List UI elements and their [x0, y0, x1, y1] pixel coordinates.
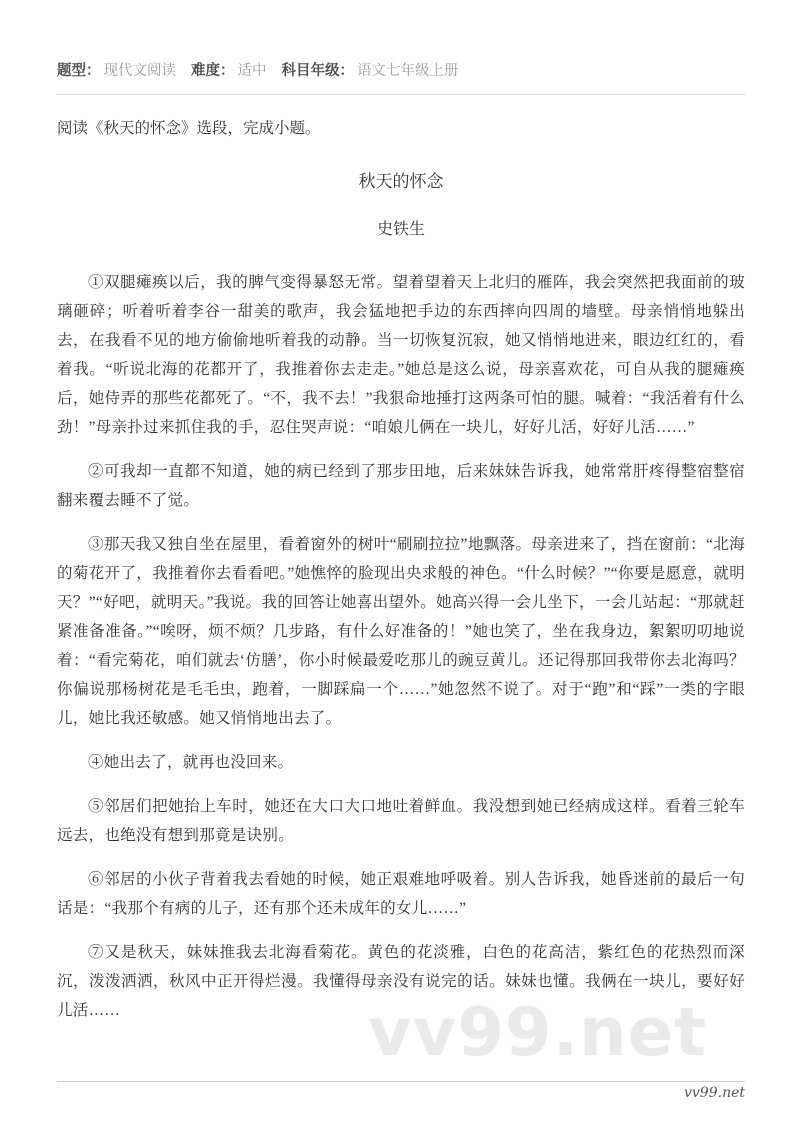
header-divider [57, 94, 745, 95]
question-meta-bar [57, 0, 745, 81]
meta-difficulty-value: 适中 [237, 63, 267, 79]
meta-subject-grade-label: 科目年级： [281, 63, 354, 79]
meta-difficulty [191, 61, 267, 81]
passage-paragraph-5: ⑤邻居们把她抬上车时，她还在大口大口地吐着鲜血。我没想到她已经病成这样。看着三轮车远去，也绝没有想到那竟是诀别。 [57, 798, 745, 844]
passage-paragraph-3: ③那天我又独自坐在屋里，看着窗外的树叶“刷刷拉拉”地飘落。母亲进来了，挡在窗前：“北海的菊花开了，我推着你去看看吧。”她憔悴的脸现出央求般的神色。“什么时候？”“你要是愿意，就明天？”“好吧，就明天。”我说。我的回答让她喜出望外。她高兴得一会儿坐下，一会儿站起：“那就赶紧准备准备。”“唉呀，烦不烦？几步路，有什么好准备的！”她也笑了，坐在我身边，絮絮叨叨地说着：“看完菊花，咱们就去‘仿膳’，你小时候最爱吃那儿的豌豆黄儿。还记得那回我带你去北海吗？你偏说那杨树花是毛毛虫，跑着，一脚踩扁一个……”她忽然不说了。对于“跑”和“踩”一类的字眼儿，她比我还敏感。她又悄悄地出去了。 [57, 536, 745, 727]
page-footer [57, 1081, 745, 1101]
passage-title: 秋天的怀念 [358, 172, 444, 191]
meta-difficulty-label: 难度： [191, 63, 235, 79]
meta-subject-grade-value: 语文七年级上册 [357, 63, 459, 79]
passage-paragraph-6: ⑥邻居的小伙子背着我去看她的时候，她正艰难地呼吸着。别人告诉我，她昏迷前的最后一句话是：“我那个有病的儿子，还有那个还未成年的女儿……” [57, 871, 745, 917]
passage-paragraph-1: ①双腿瘫痪以后，我的脾气变得暴怒无常。望着望着天上北归的雁阵，我会突然把我面前的玻璃砸碎；听着听着李谷一甜美的歌声，我会猛地把手边的东西摔向四周的墙壁。母亲悄悄地躲出去，在我看不见的地方偷偷地听着我的动静。当一切恢复沉寂，她又悄悄地进来，眼边红红的，看着我。“听说北海的花都开了，我推着你去走走。”她总是这么说，母亲喜欢花，可自从我的腿瘫痪后，她侍弄的那些花都死了。“不，我不去！”我狠命地捶打这两条可怕的腿。喊着：“我活着有什么劲！”母亲扑过来抓住我的手，忍住哭声说：“咱娘儿俩在一块儿，好好儿活，好好儿活……” [57, 274, 745, 436]
passage-paragraph-4: ④她出去了，就再也没回来。 [88, 754, 294, 771]
meta-subject-grade [282, 61, 459, 81]
meta-question-type-value: 现代文阅读 [103, 63, 176, 79]
meta-question-type-label: 题型： [57, 63, 101, 79]
passage-paragraph-2: ②可我却一直都不知道，她的病已经到了那步田地，后来妹妹告诉我，她常常肝疼得整宿整宿翻来覆去睡不了觉。 [57, 463, 745, 509]
reading-instruction: 阅读《秋天的怀念》选段，完成小题。 [57, 120, 321, 137]
meta-question-type [57, 61, 176, 81]
passage-author: 史铁生 [376, 221, 425, 238]
footer-divider [57, 1081, 745, 1082]
passage-paragraph-7: ⑦又是秋天，妹妹推我去北海看菊花。黄色的花淡雅，白色的花高洁，紫红色的花热烈而深沉，泼泼洒洒，秋风中正开得烂漫。我懂得母亲没有说完的话。妹妹也懂。我俩在一块儿，要好好儿活…… [57, 944, 745, 1019]
footer-site-name: vv99.net [683, 1085, 745, 1101]
watermark-text: vv99.net [368, 993, 708, 1071]
